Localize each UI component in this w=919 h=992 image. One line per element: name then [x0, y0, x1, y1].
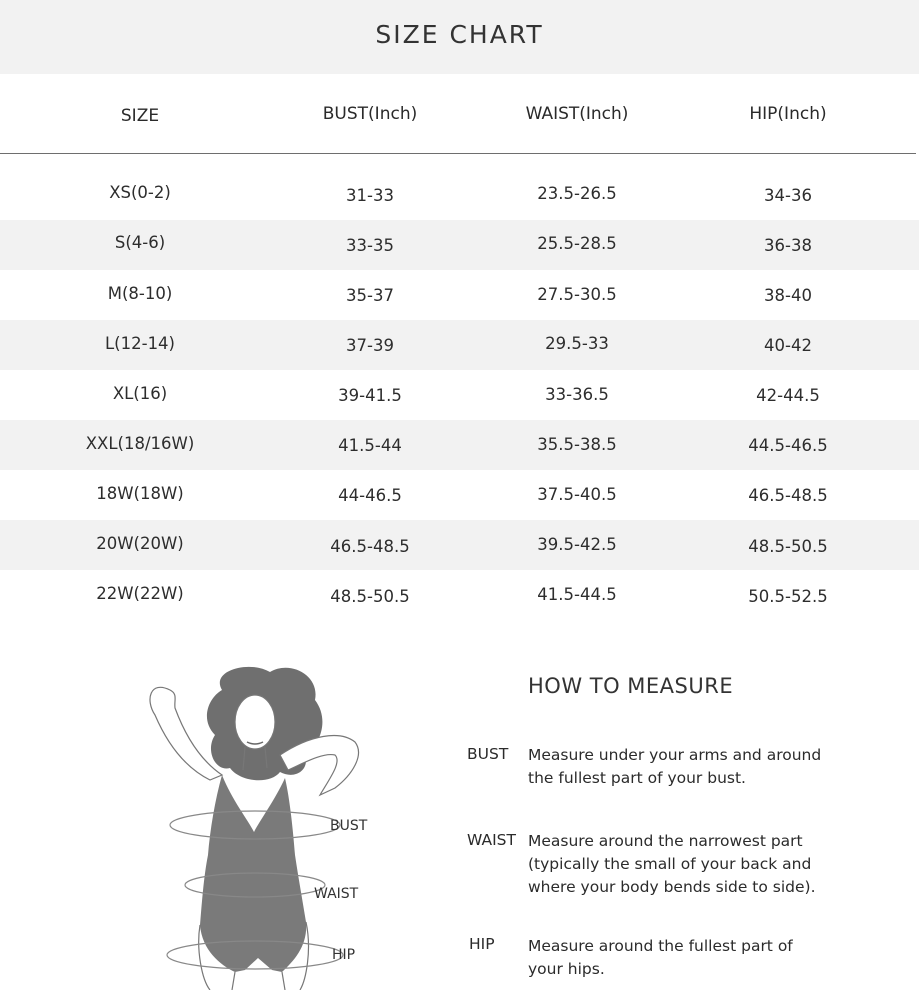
description-line: Measure under your arms and around	[528, 746, 822, 764]
bust-term: BUST	[467, 745, 509, 763]
hip-cell: 36-38	[764, 236, 812, 255]
figure-hip-label: HIP	[332, 947, 356, 963]
bust-cell: 35-37	[346, 286, 394, 305]
bust-cell: 39-41.5	[338, 386, 402, 405]
bust-cell: 37-39	[346, 336, 394, 355]
description-line: (typically the small of your back and	[528, 855, 812, 873]
hip-cell: 46.5-48.5	[748, 486, 828, 505]
waist-cell: 37.5-40.5	[537, 485, 617, 504]
hip-cell: 38-40	[764, 286, 812, 305]
description-line: Measure around the fullest part of	[528, 937, 793, 955]
page-title: SIZE CHART	[375, 20, 544, 49]
face-shape	[235, 695, 275, 749]
description-line: the fullest part of your bust.	[528, 769, 746, 787]
header-size: SIZE	[120, 106, 160, 126]
size-cell: XL(16)	[112, 384, 168, 403]
hip-cell: 44.5-46.5	[748, 436, 828, 455]
hip-cell: 40-42	[764, 336, 812, 355]
bust-cell: 48.5-50.5	[330, 587, 410, 606]
header-waist: WAIST(Inch)	[525, 104, 629, 124]
bust-cell: 33-35	[346, 236, 394, 255]
size-cell: M(8-10)	[107, 284, 173, 303]
hip-cell: 48.5-50.5	[748, 537, 828, 556]
bust-cell: 41.5-44	[338, 436, 402, 455]
header-hip: HIP(Inch)	[749, 104, 827, 124]
size-cell: XS(0-2)	[109, 183, 171, 202]
waist-cell: 33-36.5	[545, 385, 609, 404]
waist-description	[528, 830, 908, 899]
description-line: Measure around the narrowest part	[528, 832, 803, 850]
description-line: where your body bends side to side).	[528, 878, 816, 896]
bust-cell: 44-46.5	[338, 486, 402, 505]
size-cell: L(12-14)	[104, 334, 175, 353]
figure-waist-label: WAIST	[314, 886, 359, 902]
hip-cell: 50.5-52.5	[748, 587, 828, 606]
bust-description	[528, 744, 908, 790]
bust-cell: 31-33	[346, 186, 394, 205]
waist-cell: 23.5-26.5	[537, 184, 617, 203]
waist-cell: 41.5-44.5	[537, 585, 617, 604]
waist-term: WAIST	[467, 831, 516, 849]
size-cell: 20W(20W)	[96, 534, 184, 553]
header-divider	[0, 153, 916, 154]
header-bust: BUST(Inch)	[322, 104, 418, 124]
waist-cell: 25.5-28.5	[537, 234, 617, 253]
figure-bust-label: BUST	[330, 818, 368, 834]
hip-cell: 42-44.5	[756, 386, 820, 405]
hip-cell: 34-36	[764, 186, 812, 205]
waist-cell: 27.5-30.5	[537, 285, 617, 304]
waist-cell: 35.5-38.5	[537, 435, 617, 454]
size-cell: 18W(18W)	[96, 484, 184, 503]
size-cell: S(4-6)	[114, 233, 166, 252]
waist-cell: 39.5-42.5	[537, 535, 617, 554]
how-to-measure-title: HOW TO MEASURE	[528, 674, 734, 698]
hip-description	[528, 935, 908, 981]
size-cell: 22W(22W)	[96, 584, 184, 603]
description-line: your hips.	[528, 960, 605, 978]
size-cell: XXL(18/16W)	[85, 434, 195, 453]
waist-cell: 29.5-33	[545, 334, 609, 353]
bust-cell: 46.5-48.5	[330, 537, 410, 556]
hip-term: HIP	[469, 935, 495, 953]
